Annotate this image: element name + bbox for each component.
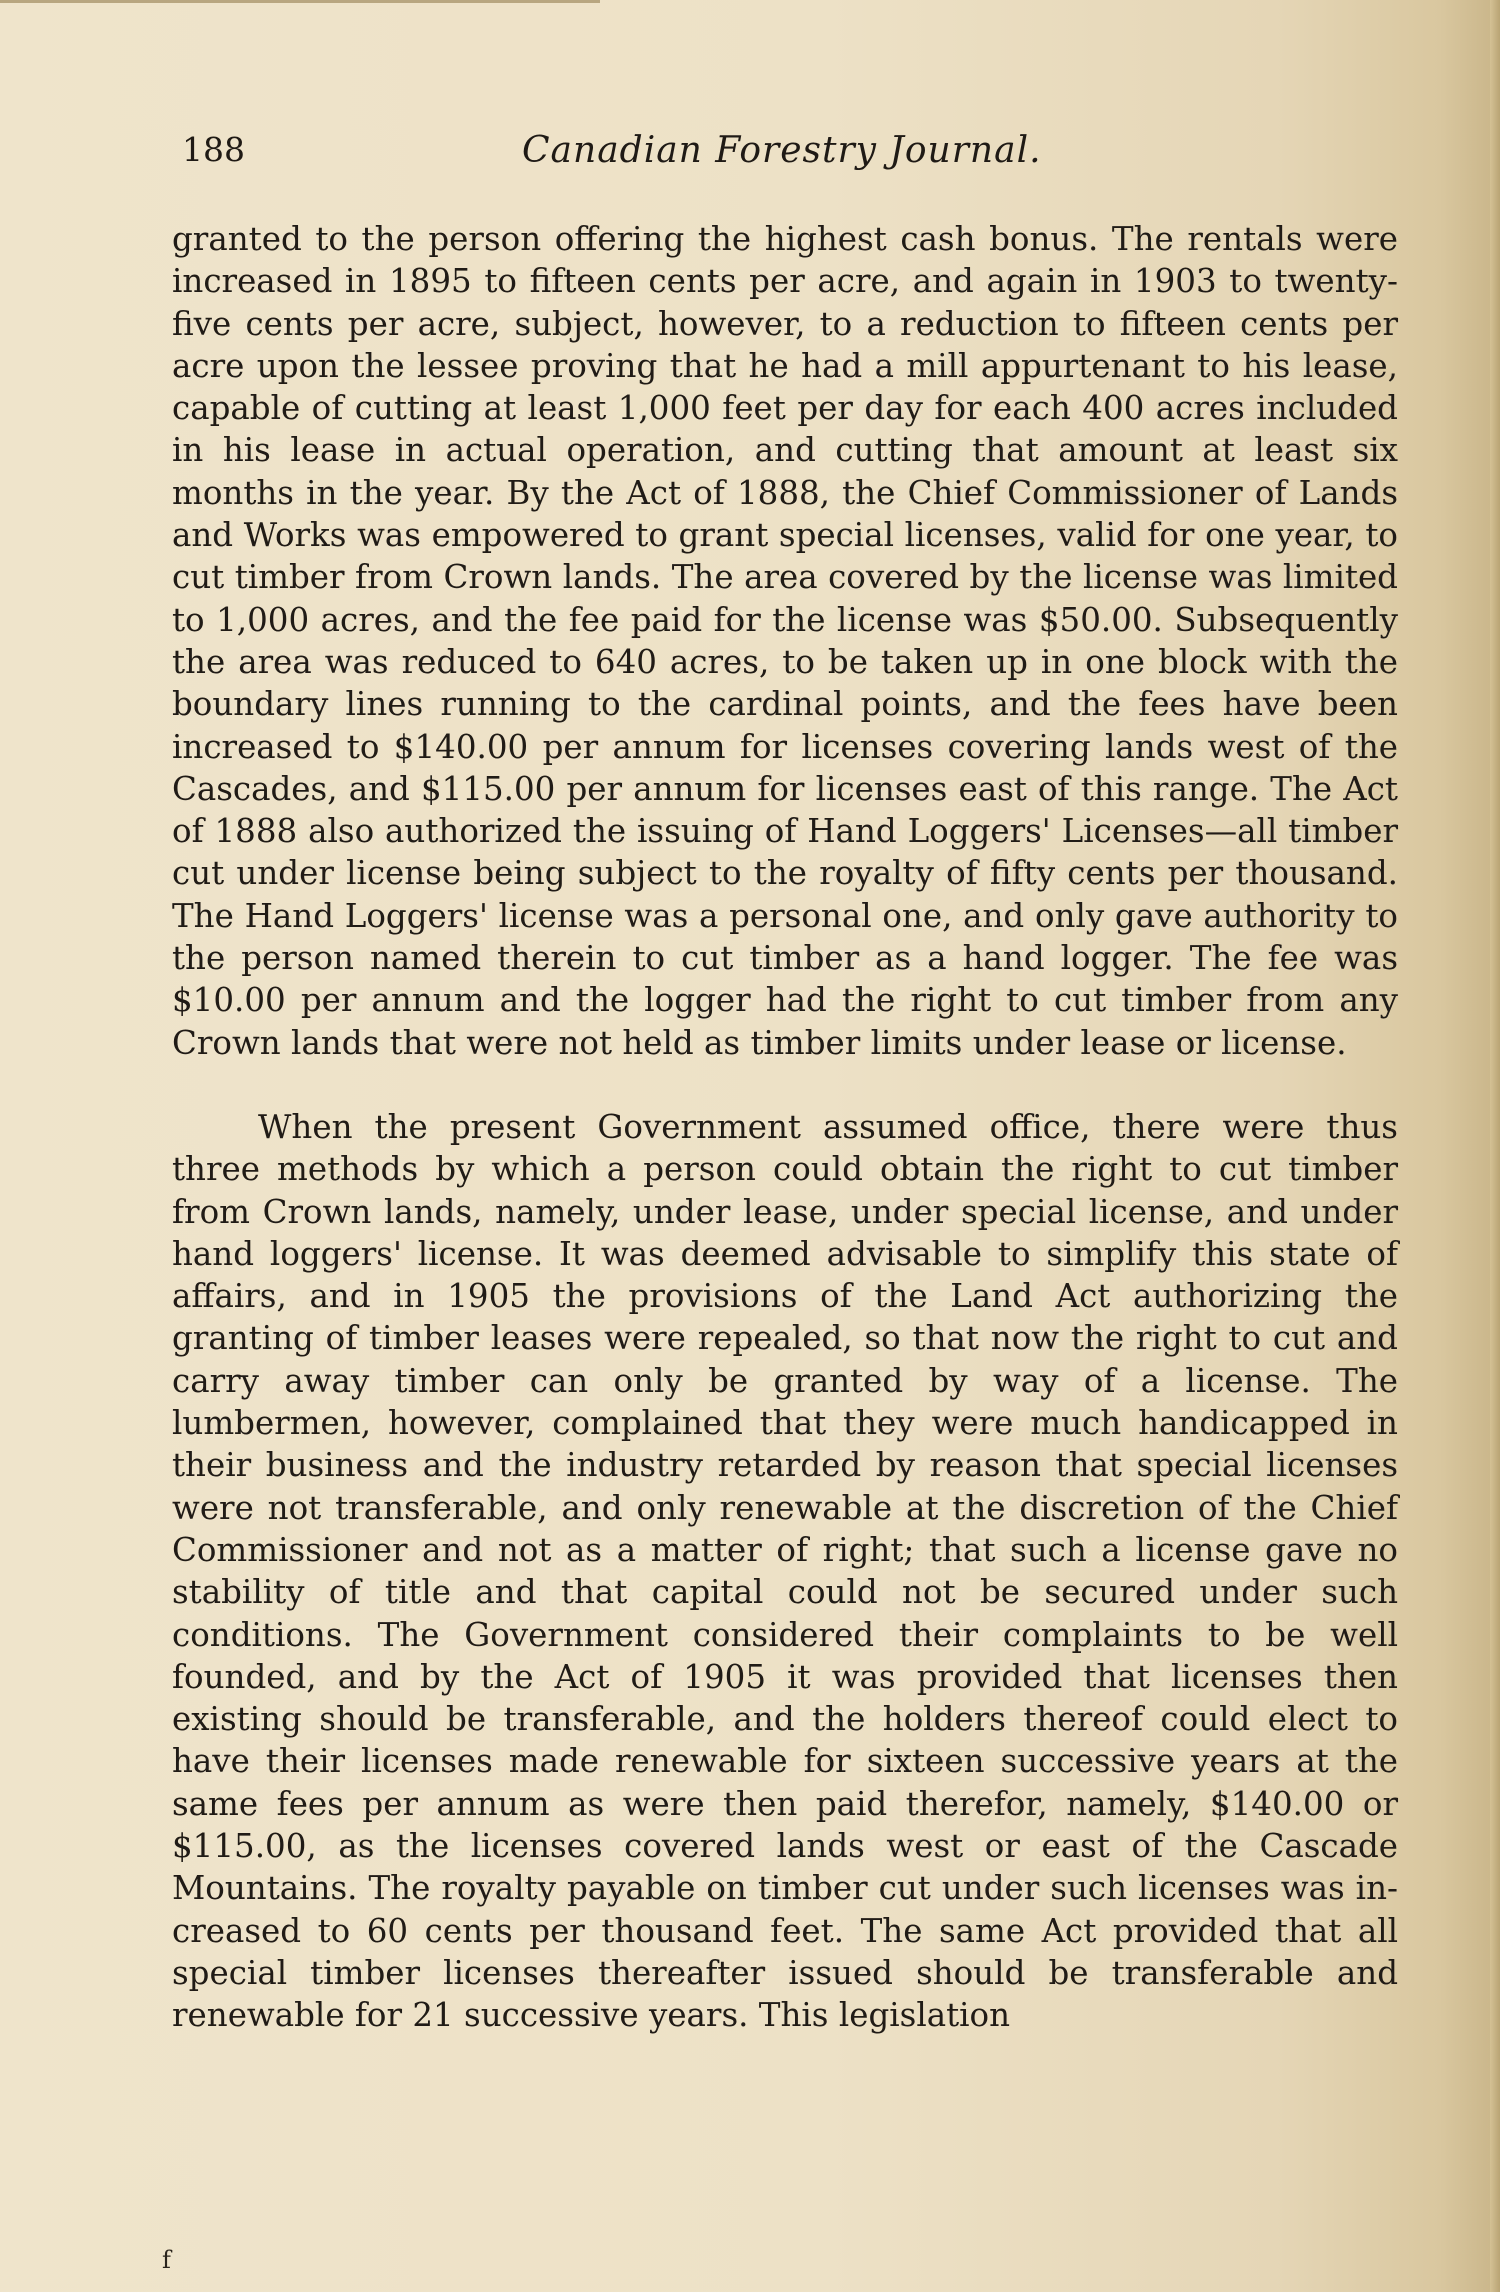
journal-title: Canadian Forestry Journal. (522, 130, 1042, 171)
paragraph-1: granted to the person offering the highest cash bonus. The rentals were increased in 1895 to fifteen cents per acre, and again in 1903 to twenty-five cents per acre, subject, however, to a reduction to fifteen cents per acre upon the lessee proving that he had a mill appurtenant to his lease, capable of cutting at least 1,000 feet per day for each 400 acres included in his lease in actual operation, and cutting that amount at least six months in the year. By the Act of 1888, the Chief Commissioner of Lands and Works was empowered to grant special licenses, valid for one year, to cut timber from Crown lands. The area covered by the license was limited to 1,000 acres, and the fee paid for the license was $50.00. Subsequently the area was reduced to 640 acres, to be taken up in one block with the boundary lines running to the cardinal points, and the fees have been increased to $140.00 per annum for licenses covering lands west of the Cascades, and $115.00 per annum for licenses east of this range. The Act of 1888 also authorized the issuing of Hand Loggers' Licenses—all timber cut under license being subject to the royalty of fifty cents per thousand. The Hand Loggers' license was a personal one, and only gave authority to the person named therein to cut timber as a hand logger. The fee was $10.00 per annum and the logger had the right to cut timber from any Crown lands that were not held as timber limits under lease or license. (172, 220, 1398, 1062)
paragraph-2: When the present Government assumed office, there were thus three methods by which a person could obtain the right to cut timber from Crown lands, namely, under lease, under special license, and under hand loggers' license. It was deemed advisable to simplify this state of affairs, and in 1905 the provisions of the Land Act authorizing the granting of timber leases were repealed, so that now the right to cut and carry away timber can only be granted by way of a license. The lumbermen, however, complained that they were much handicapped in their business and the industry retarded by reason that special licenses were not transferable, and only renewable at the discretion of the Chief Commissioner and not as a matter of right; that such a license gave no stability of title and that capital could not be secured under such conditions. The Government considered their complaints to be well founded, and by the Act of 1905 it was provided that licenses then existing should be transferable, and the holders thereof could elect to have their licenses made renewable for sixteen successive years at the same fees per annum as were then paid therefor, namely, $140.00 or $115.00, as the licenses covered lands west or east of the Cascade Mountains. The royalty payable on timber cut under such licenses was increased to 60 cents per thousand feet. The same Act provided that all special timber licenses thereafter issued should be transferable and renewable for 21 successive years. This legislation (172, 1107, 1398, 2035)
page-number: 188 (182, 130, 245, 169)
running-header (182, 120, 1402, 180)
signature-mark: f (162, 2246, 171, 2274)
body-text (172, 218, 1398, 2036)
page-edge (1490, 0, 1500, 2292)
top-rule (0, 0, 600, 3)
